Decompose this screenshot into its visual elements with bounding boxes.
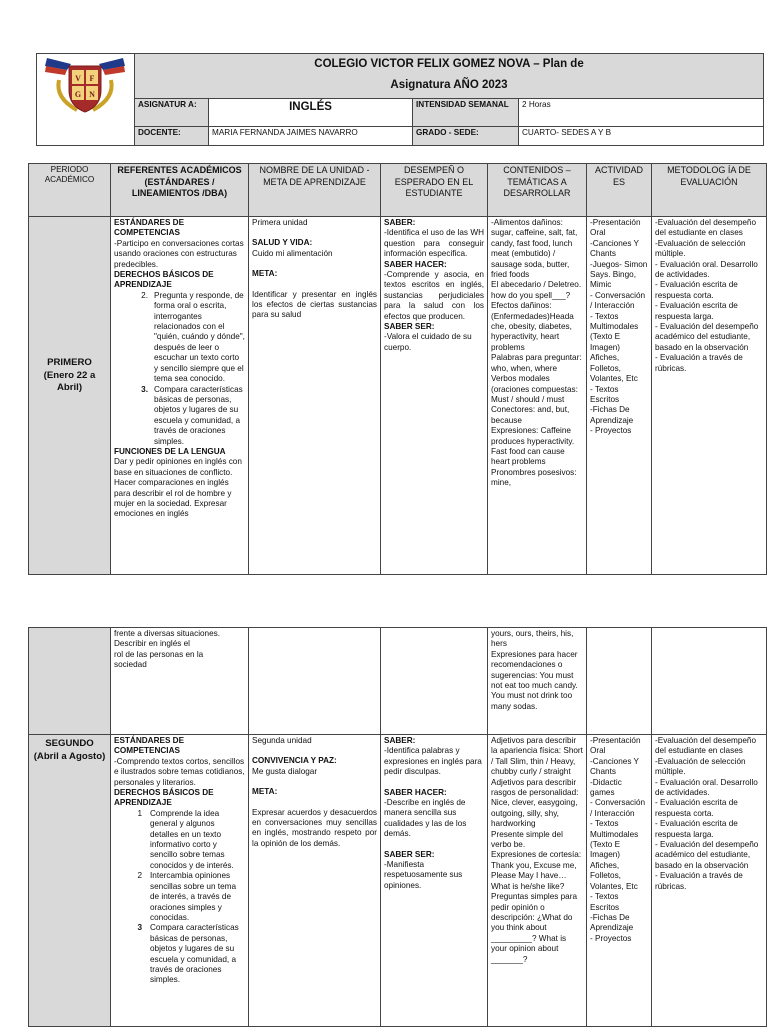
plan-table-page-2 [28,627,767,1027]
period-1-unidad [249,217,381,575]
p2-dba-item-3-text: Compara características básicas de personas, objetos y lugares de su escuela y comunidad, a través de oraciones simples. [150,923,239,985]
continuation-evaluacion [652,628,767,735]
col-header-actividades: ACTIVIDAD ES [587,164,652,217]
continuation-referentes: frente a diversas situaciones. Describir en inglés el rol de las personas en la sociedad [111,628,249,735]
p2-dba-item-3-number: 3 [137,923,142,933]
p1-unit-name: Primera unidad [252,218,308,227]
school-title-line1: COLEGIO VICTOR FELIX GOMEZ NOVA – Plan de [314,58,584,70]
p2-dba-item-2 [114,871,245,923]
asignatura-label: ASIGNATUR A: [135,99,209,127]
p2-standards-heading: ESTÁNDARES DE COMPETENCIAS [114,736,185,756]
plan-table-page-1 [28,163,767,575]
p2-dba-heading: DERECHOS BÁSICOS DE APRENDIZAJE [114,788,214,808]
p2-unit-name: Segunda unidad [252,736,312,745]
col-header-desempeno: DESEMPEÑ O ESPERADO EN EL ESTUDIANTE [381,164,488,217]
svg-text:F: F [89,74,95,83]
period-2-name: SEGUNDO (Abril a Agosto) [29,735,111,1027]
period-1-evaluacion: -Evaluación del desempeño del estudiante en clases -Evaluación de selección múltiple. - Evaluación oral. Desarrollo de actividades. - Evaluación escrita de respuesta corta. - Evaluación escrita de respuesta larga. - Evaluación del desempeño académico del estudiante, basado en la observación - Evaluación a través de rúbricas. [652,217,767,575]
p1-saber-ser-text: -Valora el cuidado de su cuerpo. [384,332,472,352]
col-header-periodo: PERIODO ACADÉMICO [29,164,111,217]
p1-standards-text: -Participo en conversaciones cortas usando oraciones con estructuras predecibles. [114,238,244,269]
p2-meta-heading: META: [252,787,278,797]
p1-saber-hacer-text: -Comprende y asocia, en textos escritos en inglés, sustancias perjudiciales para la salud con los efectos que producen. [384,270,484,321]
p1-saber-text: -Identifica el uso de las WH question para conseguir información especifica. [384,228,484,259]
period-2-desempeno [381,735,488,1027]
period-1-name: PRIMERO (Enero 22 a Abril) [29,217,111,575]
continuation-unidad [249,628,381,735]
continuation-desempeno [381,628,488,735]
col-header-referentes: REFERENTES ACADÉMICOS (ESTÁNDARES / LINEAMIENTOS /DBA) [111,164,249,217]
p1-meta-heading: META: [252,269,278,279]
p2-dba-item-3 [114,923,245,985]
p1-dba-item-2-text: Pregunta y responde, de forma oral o escrita, interrogantes relacionados con el "quién, cuándo y dónde", después de leer o escuchar un texto corto y sencillo siempre que el tema sea conocido. [154,290,245,384]
p2-dba-item-1 [114,809,245,871]
p2-dba-item-1-number: 1 [137,808,142,818]
p1-dba-item-2-number: 2. [141,290,148,300]
p2-dba-item-2-number: 2 [137,871,142,881]
p1-dba-item-2 [114,291,245,385]
p2-saber-ser-text: -Manifiesta respetuosamente sus opiniones. [384,860,463,890]
svg-text:V: V [75,74,81,83]
school-logo-cell [37,54,135,146]
school-crest-logo [37,54,133,116]
p2-unit-theme: CONVIVENCIA Y PAZ: [252,756,337,766]
p1-dba-item-3-text: Compara características básicas de personas, objetos y lugares de su escuela y comunidad, a través de oraciones simples. [154,384,243,446]
continuation-actividades [587,628,652,735]
p1-saber-heading: SABER: [384,218,416,227]
asignatura-value: INGLÉS [209,99,413,127]
svg-text:N: N [89,90,95,99]
period-1-referentes [111,217,249,575]
p1-dba-item-3 [114,385,245,447]
p2-saber-hacer-heading: SABER HACER: [384,787,447,797]
intensidad-value: 2 Horas [519,99,764,127]
p2-saber-ser-heading: SABER SER: [384,849,435,859]
grado-value: CUARTO- SEDES A Y B [519,127,764,146]
period-2-actividades: -Presentación Oral -Canciones Y Chants -Didactic games - Conversación / Interacción - Textos Multimodales (Texto E Imagen) Afiches, Folletos, Volantes, Etc - Textos Escritos -Fichas De Aprendizaje - Proyectos [587,735,652,1027]
grado-label: GRADO - SEDE: [413,127,519,146]
period-2-unidad [249,735,381,1027]
period-2-referentes [111,735,249,1027]
p1-funciones-text: Dar y pedir opiniones en inglés con base en situaciones de conflicto. Hacer comparaciones en inglés para describir el rol de hombre y mujer en la sociedad. Expresar emociones en inglés [114,457,242,519]
p2-saber-heading: SABER: [384,736,416,745]
p2-dba-item-1-text: Comprende la idea general y algunos detalles en un texto informativo corto y sencillo sobre temas conocidos y de interés. [150,808,234,870]
period-1-contenidos: -Alimentos dañinos: sugar, caffeine, salt, fat, candy, fast food, lunch meat (embutido) / sausage soda, butter, fried foods El abecedario / Deletreo. how do you spell___? Efectos dañinos: (Enfermedades)Heada che, obesity, diabetes, hyperactivity, heart problems Palabras para preguntar: who, when, where Verbos modales (oraciones compuestas: Must / should / must Conectores: and, but, because Expresiones: Caffeine produces hyperactivity. Fast food can cause heart problems Pronombres posesivos: mine, [488,217,587,575]
p1-meta-text: Identificar y presentar en inglés los efectos de ciertas sustancias para su salud [252,289,377,320]
continuation-contenidos: yours, ours, theirs, his, hers Expresiones para hacer recomendaciones o sugerencias: You must not eat too much candy. You must not drink too many sodas. [488,628,587,735]
p2-standards-text: -Comprendo textos cortos, sencillos e ilustrados sobre temas cotidianos, personales y literarios. [114,756,245,787]
col-header-unidad: NOMBRE DE LA UNIDAD - META DE APRENDIZAJE [249,164,381,217]
p2-saber-hacer-text: -Describe en inglés de manera sencilla sus cualidades y las de los demás. [384,798,467,839]
p1-dba-item-3-number: 3. [141,384,148,394]
p1-saber-ser-heading: SABER SER: [384,322,435,332]
p2-unit-subtitle: Me gusta dialogar [252,766,318,776]
school-title-line2: Asignatura AÑO 2023 [390,79,508,91]
school-title-cell [135,54,764,99]
p1-unit-subtitle: Cuido mi alimentación [252,248,333,258]
p1-dba-heading: DERECHOS BÁSICOS DE APRENDIZAJE [114,270,214,290]
period-2-contenidos: Adjetivos para describir la apariencia física: Short / Tall Slim, thin / Heavy, chubby curly / straight Adjetivos para describir rasgos de personalidad: Nice, clever, easygoing, outgoing, silly, shy, hardworking Presente simple del verbo be. Expresiones de cortesía: Thank you, Excuse me, Please May I have… What is he/she like? Preguntas simples para pedir opinión o descripción: ¿What do you think about _________? What is your opinion about _______? [488,735,587,1027]
p1-funciones-heading: FUNCIONES DE LA LENGUA [114,446,226,456]
col-header-evaluacion: METODOLOG ÍA DE EVALUACIÓN [652,164,767,217]
p2-dba-item-2-text: Intercambia opiniones sencillas sobre un tema de interés, a través de oraciones simples y conocidas. [150,871,237,922]
col-header-contenidos: CONTENIDOS – TEMÁTICAS A DESARROLLAR [488,164,587,217]
period-2-evaluacion: -Evaluación del desempeño del estudiante en clases -Evaluación de selección múltiple. - Evaluación oral. Desarrollo de actividades. - Evaluación escrita de respuesta corta. - Evaluación escrita de respuesta larga. - Evaluación del desempeño académico del estudiante, basado en la observación - Evaluación a través de rúbricas. [652,735,767,1027]
p2-meta-text: Expresar acuerdos y desacuerdos en conversaciones muy sencillas en inglés, mostrando respeto por la opinión de los demás. [252,807,377,848]
p1-saber-hacer-heading: SABER HACER: [384,259,447,269]
continuation-period-cell [29,628,111,735]
p1-unit-theme: SALUD Y VIDA: [252,238,313,248]
period-1-desempeno [381,217,488,575]
svg-text:G: G [74,90,82,99]
p1-standards-heading: ESTÁNDARES DE COMPETENCIAS [114,218,185,238]
docente-label: DOCENTE: [135,127,209,146]
docente-value: MARIA FERNANDA JAIMES NAVARRO [209,127,413,146]
period-1-actividades: -Presentación Oral -Canciones Y Chants -Juegos- Simon Says. Bingo, Mimic - Conversación / Interacción - Textos Multimodales (Texto E Imagen) Afiches, Folletos, Volantes, Etc - Textos Escritos -Fichas De Aprendizaje - Proyectos [587,217,652,575]
header-table [36,53,764,146]
intensidad-label: INTENSIDAD SEMANAL [413,99,519,127]
p2-saber-text: -Identifica palabras y expresiones en inglés para pedir disculpas. [384,746,482,777]
